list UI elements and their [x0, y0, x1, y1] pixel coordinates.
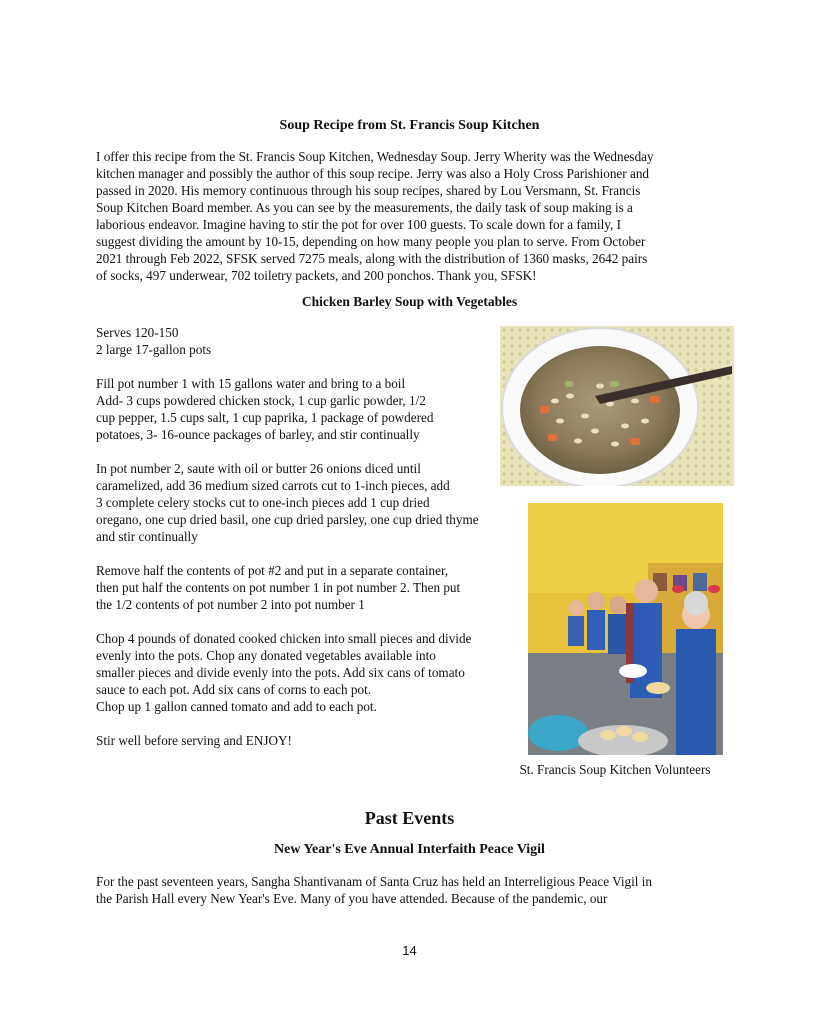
intro-line: laborious endeavor. Imagine having to stir the pot for over 100 guests. To scale down for a family, I: [96, 217, 621, 232]
recipe-line: caramelized, add 36 medium sized carrots cut to 1-inch pieces, add: [96, 478, 450, 493]
recipe-line: oregano, one cup dried basil, one cup dried parsley, one cup dried thyme: [96, 512, 479, 527]
recipe-line: potatoes, 3- 16-ounce packages of barley, and stir continually: [96, 427, 420, 442]
recipe-line: and stir continually: [96, 529, 198, 544]
recipe-line: Chop 4 pounds of donated cooked chicken into small pieces and divide: [96, 631, 472, 646]
recipe-title: Chicken Barley Soup with Vegetables: [301, 294, 518, 309]
recipe-line: In pot number 2, saute with oil or butter 26 onions diced until: [96, 461, 421, 476]
recipe-line: Remove half the contents of pot #2 and put in a separate container,: [96, 563, 449, 578]
intro-line: kitchen manager and possibly the author of this soup recipe. Jerry was also a Holy Cross Parishioner and: [96, 166, 650, 181]
recipe-line: sauce to each pot. Add six cans of corns to each pot.: [96, 682, 372, 697]
soup-section-title: Soup Recipe from St. Francis Soup Kitchen: [279, 118, 540, 133]
recipe-line: 3 complete celery stocks cut to one-inch pieces add 1 cup dried: [96, 495, 430, 510]
intro-line: of socks, 497 underwear, 702 toiletry packets, and 200 ponchos. Thank you, SFSK!: [96, 268, 537, 283]
recipe-line: Fill pot number 1 with 15 gallons water and bring to a boil: [96, 376, 406, 391]
intro-line: passed in 2020. His memory continuous through his soup recipes, shared by Lou Versmann, St. Francis: [96, 183, 641, 198]
recipe-line: Add- 3 cups powdered chicken stock, 1 cup garlic powder, 1/2: [96, 393, 426, 408]
recipe-line: Stir well before serving and ENJOY!: [96, 733, 292, 748]
recipe-line: cup pepper, 1.5 cups salt, 1 cup paprika, 1 package of powdered: [96, 410, 434, 425]
past-events-title: Past Events: [364, 808, 455, 828]
intro-line: 2021 through Feb 2022, SFSK served 7275 meals, along with the distribution of 1360 masks, 2642 pairs: [96, 251, 648, 266]
intro-line: suggest dividing the amount by 10-15, depending on how many people you plan to serve. From October: [96, 234, 646, 249]
intro-line: Soup Kitchen Board member. As you can see by the measurements, the daily task of soup making is a: [96, 200, 633, 215]
soup-bowl-photo: [500, 326, 734, 486]
recipe-line: Serves 120-150: [96, 325, 179, 340]
recipe-line: then put half the contents on pot number 1 in pot number 2. Then put: [96, 580, 461, 595]
recipe-line: 2 large 17-gallon pots: [96, 342, 212, 357]
volunteers-photo: [528, 503, 723, 755]
page-number: 14: [402, 943, 417, 958]
vigil-line: For the past seventeen years, Sangha Shantivanam of Santa Cruz has held an Interreligious Peace Vigil in: [96, 874, 652, 889]
intro-line: I offer this recipe from the St. Francis Soup Kitchen, Wednesday Soup. Jerry Wherity was the Wednesday: [96, 149, 654, 164]
vigil-line: the Parish Hall every New Year's Eve. Many of you have attended. Because of the pandemic, our: [96, 891, 608, 906]
recipe-line: smaller pieces and divide evenly into the pots. Add six cans of tomato: [96, 665, 465, 680]
recipe-line: evenly into the pots. Chop any donated vegetables available into: [96, 648, 436, 663]
recipe-line: Chop up 1 gallon canned tomato and add to each pot.: [96, 699, 377, 714]
recipe-line: the 1/2 contents of pot number 2 into pot number 1: [96, 597, 365, 612]
volunteers-caption: St. Francis Soup Kitchen Volunteers: [519, 762, 711, 777]
vigil-title: New Year's Eve Annual Interfaith Peace Vigil: [274, 842, 545, 857]
